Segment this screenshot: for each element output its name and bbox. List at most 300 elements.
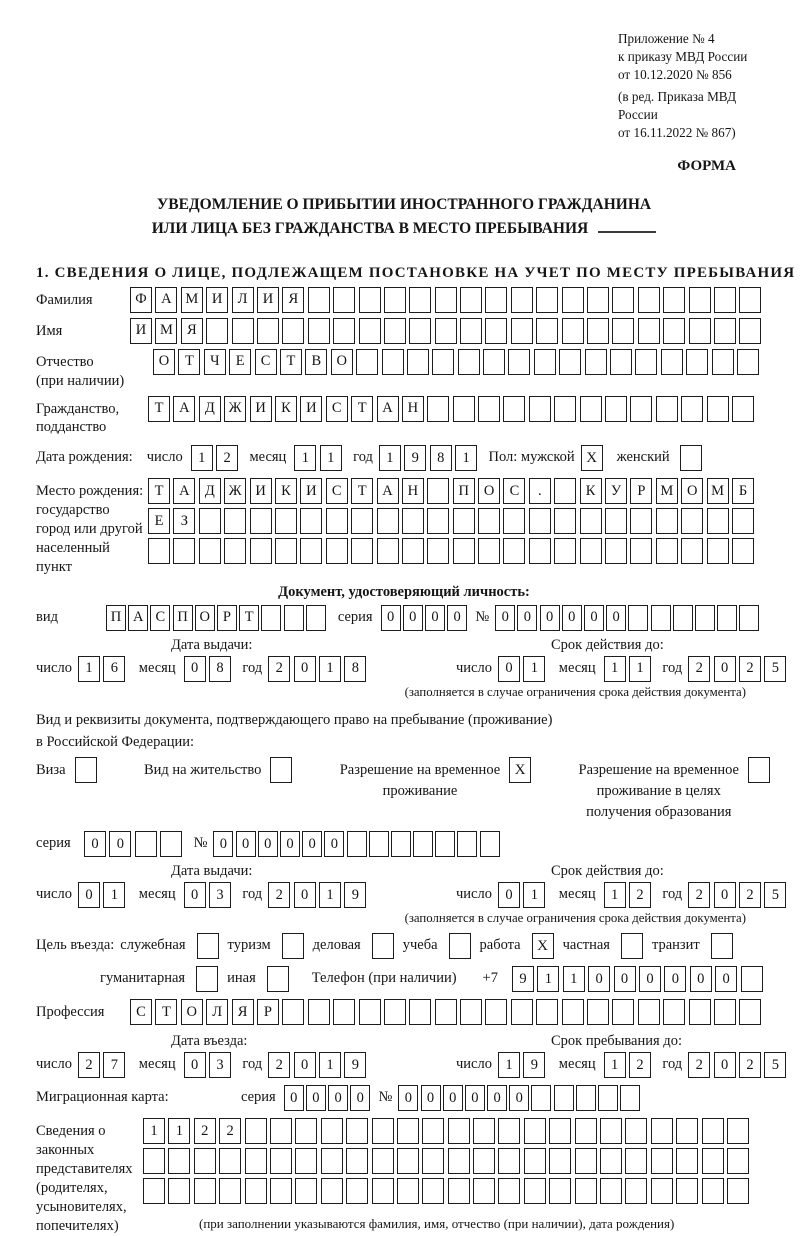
char-cell[interactable] (732, 396, 754, 422)
char-cell[interactable]: С (255, 349, 277, 375)
char-cell[interactable] (656, 538, 678, 564)
char-cell[interactable] (651, 1148, 673, 1174)
char-cell[interactable] (554, 1085, 574, 1111)
char-cell[interactable] (689, 999, 711, 1025)
char-cell[interactable]: Т (239, 605, 259, 631)
char-cell[interactable]: 0 (465, 1085, 485, 1111)
char-cell[interactable] (458, 349, 480, 375)
char-cell[interactable]: Т (155, 999, 177, 1025)
char-cell[interactable] (630, 538, 652, 564)
char-cell[interactable] (321, 1118, 343, 1144)
char-cell[interactable]: 9 (344, 882, 366, 908)
char-cell[interactable] (656, 508, 678, 534)
char-cell[interactable] (173, 538, 195, 564)
char-cell[interactable] (306, 605, 326, 631)
char-cell[interactable] (422, 1178, 444, 1204)
char-cell[interactable]: К (275, 396, 297, 422)
char-cell[interactable]: Т (148, 396, 170, 422)
char-cell[interactable]: Т (148, 478, 170, 504)
char-cell[interactable] (612, 318, 634, 344)
char-cell[interactable] (681, 538, 703, 564)
birth-place-line2-input[interactable] (148, 508, 757, 534)
char-cell[interactable] (498, 1118, 520, 1144)
char-cell[interactable] (457, 831, 477, 857)
char-cell[interactable]: 0 (328, 1085, 348, 1111)
char-cell[interactable] (600, 1148, 622, 1174)
char-cell[interactable] (250, 508, 272, 534)
char-cell[interactable] (250, 538, 272, 564)
char-cell[interactable]: 0 (517, 605, 537, 631)
char-cell[interactable] (605, 538, 627, 564)
char-cell[interactable] (224, 538, 246, 564)
char-cell[interactable] (529, 538, 551, 564)
char-cell[interactable] (605, 508, 627, 534)
char-cell[interactable]: Е (148, 508, 170, 534)
char-cell[interactable]: Т (280, 349, 302, 375)
char-cell[interactable]: 0 (498, 882, 520, 908)
char-cell[interactable]: С (326, 396, 348, 422)
char-cell[interactable]: 1 (294, 445, 316, 471)
char-cell[interactable] (483, 349, 505, 375)
char-cell[interactable] (245, 1178, 267, 1204)
char-cell[interactable] (168, 1178, 190, 1204)
char-cell[interactable]: 5 (764, 656, 786, 682)
char-cell[interactable] (422, 1118, 444, 1144)
char-cell[interactable] (536, 287, 558, 313)
char-cell[interactable] (620, 1085, 640, 1111)
char-cell[interactable]: 8 (430, 445, 452, 471)
char-cell[interactable] (676, 1178, 698, 1204)
char-cell[interactable]: 1 (319, 882, 341, 908)
valid-year-input[interactable] (688, 656, 790, 682)
issue-day-input[interactable] (78, 656, 129, 682)
char-cell[interactable] (270, 1178, 292, 1204)
char-cell[interactable] (625, 1148, 647, 1174)
char-cell[interactable]: 8 (344, 656, 366, 682)
char-cell[interactable] (739, 605, 759, 631)
char-cell[interactable]: 8 (209, 656, 231, 682)
char-cell[interactable] (707, 538, 729, 564)
char-cell[interactable] (741, 966, 763, 992)
char-cell[interactable] (576, 1085, 596, 1111)
profession-input[interactable] (130, 999, 765, 1025)
birth-place-line1-input[interactable] (148, 478, 757, 504)
char-cell[interactable]: А (155, 287, 177, 313)
char-cell[interactable] (536, 999, 558, 1025)
char-cell[interactable] (498, 1178, 520, 1204)
char-cell[interactable] (511, 287, 533, 313)
char-cell[interactable] (359, 318, 381, 344)
char-cell[interactable]: Н (402, 478, 424, 504)
char-cell[interactable]: 1 (143, 1118, 165, 1144)
char-cell[interactable] (453, 396, 475, 422)
char-cell[interactable] (219, 1178, 241, 1204)
char-cell[interactable]: 0 (447, 605, 467, 631)
char-cell[interactable]: И (300, 478, 322, 504)
char-cell[interactable] (562, 999, 584, 1025)
char-cell[interactable]: Т (351, 478, 373, 504)
char-cell[interactable] (206, 318, 228, 344)
char-cell[interactable]: А (173, 478, 195, 504)
char-cell[interactable]: К (580, 478, 602, 504)
char-cell[interactable] (333, 318, 355, 344)
char-cell[interactable] (478, 508, 500, 534)
char-cell[interactable]: 0 (443, 1085, 463, 1111)
char-cell[interactable]: 1 (319, 1052, 341, 1078)
char-cell[interactable] (503, 538, 525, 564)
char-cell[interactable]: 0 (398, 1085, 418, 1111)
char-cell[interactable]: Д (199, 396, 221, 422)
char-cell[interactable] (308, 318, 330, 344)
residence-issue-year-input[interactable] (268, 882, 370, 908)
char-cell[interactable]: О (181, 999, 203, 1025)
char-cell[interactable]: Ф (130, 287, 152, 313)
char-cell[interactable]: Р (630, 478, 652, 504)
residence-valid-month-input[interactable] (604, 882, 655, 908)
char-cell[interactable] (321, 1178, 343, 1204)
char-cell[interactable] (282, 999, 304, 1025)
sex-male-checkbox[interactable]: X (581, 445, 603, 471)
char-cell[interactable] (402, 508, 424, 534)
char-cell[interactable] (580, 508, 602, 534)
char-cell[interactable]: Н (402, 396, 424, 422)
char-cell[interactable] (554, 538, 576, 564)
char-cell[interactable] (384, 287, 406, 313)
entry-year-input[interactable] (268, 1052, 370, 1078)
char-cell[interactable]: С (150, 605, 170, 631)
char-cell[interactable] (737, 349, 759, 375)
char-cell[interactable]: У (605, 478, 627, 504)
char-cell[interactable] (346, 1148, 368, 1174)
char-cell[interactable]: Л (206, 999, 228, 1025)
char-cell[interactable]: Я (181, 318, 203, 344)
char-cell[interactable] (549, 1178, 571, 1204)
char-cell[interactable] (656, 396, 678, 422)
char-cell[interactable]: 0 (306, 1085, 326, 1111)
char-cell[interactable] (261, 605, 281, 631)
char-cell[interactable] (346, 1118, 368, 1144)
char-cell[interactable]: Д (199, 478, 221, 504)
char-cell[interactable] (397, 1118, 419, 1144)
char-cell[interactable]: 0 (584, 605, 604, 631)
char-cell[interactable] (422, 1148, 444, 1174)
char-cell[interactable] (427, 396, 449, 422)
char-cell[interactable] (295, 1118, 317, 1144)
char-cell[interactable]: 0 (294, 1052, 316, 1078)
char-cell[interactable] (663, 318, 685, 344)
representatives-line2-input[interactable] (143, 1148, 752, 1174)
char-cell[interactable]: 1 (604, 882, 626, 908)
entry-day-input[interactable] (78, 1052, 129, 1078)
entry-month-input[interactable] (184, 1052, 235, 1078)
char-cell[interactable] (409, 999, 431, 1025)
char-cell[interactable]: М (155, 318, 177, 344)
char-cell[interactable]: 9 (523, 1052, 545, 1078)
char-cell[interactable] (707, 508, 729, 534)
char-cell[interactable] (732, 538, 754, 564)
char-cell[interactable] (435, 831, 455, 857)
char-cell[interactable] (651, 605, 671, 631)
char-cell[interactable] (135, 831, 157, 857)
char-cell[interactable] (554, 396, 576, 422)
char-cell[interactable] (531, 1085, 551, 1111)
char-cell[interactable] (321, 1148, 343, 1174)
char-cell[interactable] (714, 318, 736, 344)
char-cell[interactable] (409, 287, 431, 313)
char-cell[interactable]: 2 (629, 882, 651, 908)
char-cell[interactable]: О (195, 605, 215, 631)
purpose-business-checkbox[interactable] (372, 933, 394, 959)
char-cell[interactable]: З (173, 508, 195, 534)
purpose-work-checkbox[interactable]: X (532, 933, 554, 959)
char-cell[interactable]: О (331, 349, 353, 375)
char-cell[interactable]: 3 (209, 1052, 231, 1078)
char-cell[interactable]: И (250, 396, 272, 422)
purpose-tourism-checkbox[interactable] (282, 933, 304, 959)
migration-number-input[interactable] (398, 1085, 642, 1111)
stay-day-input[interactable] (498, 1052, 549, 1078)
char-cell[interactable] (199, 508, 221, 534)
char-cell[interactable]: П (106, 605, 126, 631)
migration-series-input[interactable] (284, 1085, 373, 1111)
char-cell[interactable]: 2 (739, 1052, 761, 1078)
char-cell[interactable]: 1 (191, 445, 213, 471)
char-cell[interactable] (427, 478, 449, 504)
char-cell[interactable] (232, 318, 254, 344)
char-cell[interactable] (282, 318, 304, 344)
char-cell[interactable] (610, 349, 632, 375)
char-cell[interactable]: 0 (184, 656, 206, 682)
char-cell[interactable] (448, 1178, 470, 1204)
char-cell[interactable]: 0 (425, 605, 445, 631)
char-cell[interactable]: 0 (184, 882, 206, 908)
char-cell[interactable] (605, 396, 627, 422)
char-cell[interactable] (732, 508, 754, 534)
char-cell[interactable] (635, 349, 657, 375)
char-cell[interactable] (575, 1178, 597, 1204)
char-cell[interactable] (356, 349, 378, 375)
char-cell[interactable] (600, 1178, 622, 1204)
char-cell[interactable] (427, 508, 449, 534)
residence-permit-checkbox[interactable] (270, 757, 292, 783)
char-cell[interactable]: А (377, 396, 399, 422)
char-cell[interactable] (638, 999, 660, 1025)
char-cell[interactable]: Б (732, 478, 754, 504)
char-cell[interactable] (580, 538, 602, 564)
char-cell[interactable]: 0 (509, 1085, 529, 1111)
phone-input[interactable] (512, 966, 766, 992)
char-cell[interactable] (275, 538, 297, 564)
visa-checkbox[interactable] (75, 757, 97, 783)
char-cell[interactable] (549, 1118, 571, 1144)
char-cell[interactable] (681, 508, 703, 534)
char-cell[interactable]: 1 (604, 1052, 626, 1078)
residence-issue-day-input[interactable] (78, 882, 129, 908)
char-cell[interactable]: К (275, 478, 297, 504)
char-cell[interactable]: П (173, 605, 193, 631)
residence-issue-month-input[interactable] (184, 882, 235, 908)
char-cell[interactable]: 0 (381, 605, 401, 631)
representatives-line1-input[interactable] (143, 1118, 752, 1144)
char-cell[interactable] (689, 318, 711, 344)
char-cell[interactable]: О (478, 478, 500, 504)
char-cell[interactable] (384, 318, 406, 344)
char-cell[interactable] (480, 831, 500, 857)
char-cell[interactable] (695, 605, 715, 631)
residence-valid-day-input[interactable] (498, 882, 549, 908)
char-cell[interactable]: 5 (764, 1052, 786, 1078)
char-cell[interactable] (681, 396, 703, 422)
char-cell[interactable]: 0 (588, 966, 610, 992)
char-cell[interactable] (295, 1178, 317, 1204)
char-cell[interactable] (194, 1178, 216, 1204)
patronymic-input[interactable] (153, 349, 762, 375)
issue-year-input[interactable] (268, 656, 370, 682)
char-cell[interactable]: 0 (606, 605, 626, 631)
char-cell[interactable]: 1 (523, 656, 545, 682)
char-cell[interactable]: Л (232, 287, 254, 313)
residence-valid-year-input[interactable] (688, 882, 790, 908)
char-cell[interactable]: 0 (109, 831, 131, 857)
char-cell[interactable]: 9 (404, 445, 426, 471)
char-cell[interactable]: М (656, 478, 678, 504)
citizenship-input[interactable] (148, 396, 757, 422)
char-cell[interactable]: Р (257, 999, 279, 1025)
char-cell[interactable]: И (257, 287, 279, 313)
char-cell[interactable] (612, 999, 634, 1025)
char-cell[interactable]: Р (217, 605, 237, 631)
char-cell[interactable]: Е (229, 349, 251, 375)
char-cell[interactable] (333, 999, 355, 1025)
char-cell[interactable] (676, 1118, 698, 1144)
char-cell[interactable] (435, 318, 457, 344)
char-cell[interactable] (295, 1148, 317, 1174)
char-cell[interactable] (651, 1178, 673, 1204)
char-cell[interactable] (663, 999, 685, 1025)
char-cell[interactable]: П (453, 478, 475, 504)
char-cell[interactable] (673, 605, 693, 631)
char-cell[interactable] (478, 538, 500, 564)
char-cell[interactable] (384, 999, 406, 1025)
char-cell[interactable] (702, 1118, 724, 1144)
purpose-official-checkbox[interactable] (197, 933, 219, 959)
char-cell[interactable]: 0 (78, 882, 100, 908)
char-cell[interactable] (707, 396, 729, 422)
char-cell[interactable]: 0 (213, 831, 233, 857)
char-cell[interactable] (702, 1148, 724, 1174)
char-cell[interactable] (524, 1178, 546, 1204)
char-cell[interactable]: С (130, 999, 152, 1025)
char-cell[interactable]: Ч (204, 349, 226, 375)
char-cell[interactable] (351, 538, 373, 564)
char-cell[interactable] (712, 349, 734, 375)
char-cell[interactable] (382, 349, 404, 375)
char-cell[interactable]: Ж (224, 478, 246, 504)
char-cell[interactable]: 0 (302, 831, 322, 857)
char-cell[interactable]: 5 (764, 882, 786, 908)
char-cell[interactable]: 1 (604, 656, 626, 682)
char-cell[interactable] (377, 508, 399, 534)
char-cell[interactable]: 1 (523, 882, 545, 908)
char-cell[interactable] (143, 1178, 165, 1204)
char-cell[interactable] (661, 349, 683, 375)
birth-day-input[interactable] (191, 445, 242, 471)
char-cell[interactable]: 2 (629, 1052, 651, 1078)
char-cell[interactable] (326, 508, 348, 534)
char-cell[interactable] (702, 1178, 724, 1204)
stay-year-input[interactable] (688, 1052, 790, 1078)
char-cell[interactable] (397, 1178, 419, 1204)
char-cell[interactable] (359, 999, 381, 1025)
char-cell[interactable] (219, 1148, 241, 1174)
char-cell[interactable]: 0 (324, 831, 344, 857)
char-cell[interactable]: И (206, 287, 228, 313)
purpose-humanitarian-checkbox[interactable] (196, 966, 218, 992)
char-cell[interactable] (714, 287, 736, 313)
residence-number-input[interactable] (213, 831, 501, 857)
char-cell[interactable]: И (250, 478, 272, 504)
char-cell[interactable] (372, 1118, 394, 1144)
char-cell[interactable]: Т (351, 396, 373, 422)
char-cell[interactable] (308, 999, 330, 1025)
char-cell[interactable] (625, 1178, 647, 1204)
char-cell[interactable] (587, 999, 609, 1025)
char-cell[interactable]: 0 (714, 656, 736, 682)
char-cell[interactable] (351, 508, 373, 534)
char-cell[interactable] (224, 508, 246, 534)
char-cell[interactable]: 0 (540, 605, 560, 631)
char-cell[interactable] (409, 318, 431, 344)
char-cell[interactable] (549, 1148, 571, 1174)
char-cell[interactable] (245, 1148, 267, 1174)
char-cell[interactable] (739, 999, 761, 1025)
char-cell[interactable] (686, 349, 708, 375)
char-cell[interactable]: 0 (294, 882, 316, 908)
char-cell[interactable] (372, 1148, 394, 1174)
char-cell[interactable]: 0 (284, 1085, 304, 1111)
char-cell[interactable]: 1 (498, 1052, 520, 1078)
char-cell[interactable]: 0 (258, 831, 278, 857)
char-cell[interactable]: 0 (715, 966, 737, 992)
char-cell[interactable]: М (707, 478, 729, 504)
char-cell[interactable]: И (130, 318, 152, 344)
char-cell[interactable] (453, 508, 475, 534)
char-cell[interactable] (473, 1148, 495, 1174)
char-cell[interactable] (536, 318, 558, 344)
char-cell[interactable] (391, 831, 411, 857)
char-cell[interactable] (554, 508, 576, 534)
doc-kind-input[interactable] (106, 605, 328, 631)
birth-month-input[interactable] (294, 445, 345, 471)
char-cell[interactable] (630, 396, 652, 422)
char-cell[interactable]: 1 (319, 656, 341, 682)
char-cell[interactable]: 1 (320, 445, 342, 471)
char-cell[interactable]: 0 (639, 966, 661, 992)
char-cell[interactable] (651, 1118, 673, 1144)
char-cell[interactable] (559, 349, 581, 375)
char-cell[interactable] (347, 831, 367, 857)
char-cell[interactable]: В (305, 349, 327, 375)
char-cell[interactable] (369, 831, 389, 857)
char-cell[interactable] (508, 349, 530, 375)
char-cell[interactable] (473, 1118, 495, 1144)
char-cell[interactable] (511, 318, 533, 344)
char-cell[interactable] (194, 1148, 216, 1174)
char-cell[interactable] (372, 1178, 394, 1204)
char-cell[interactable] (435, 287, 457, 313)
stay-month-input[interactable] (604, 1052, 655, 1078)
char-cell[interactable] (148, 538, 170, 564)
